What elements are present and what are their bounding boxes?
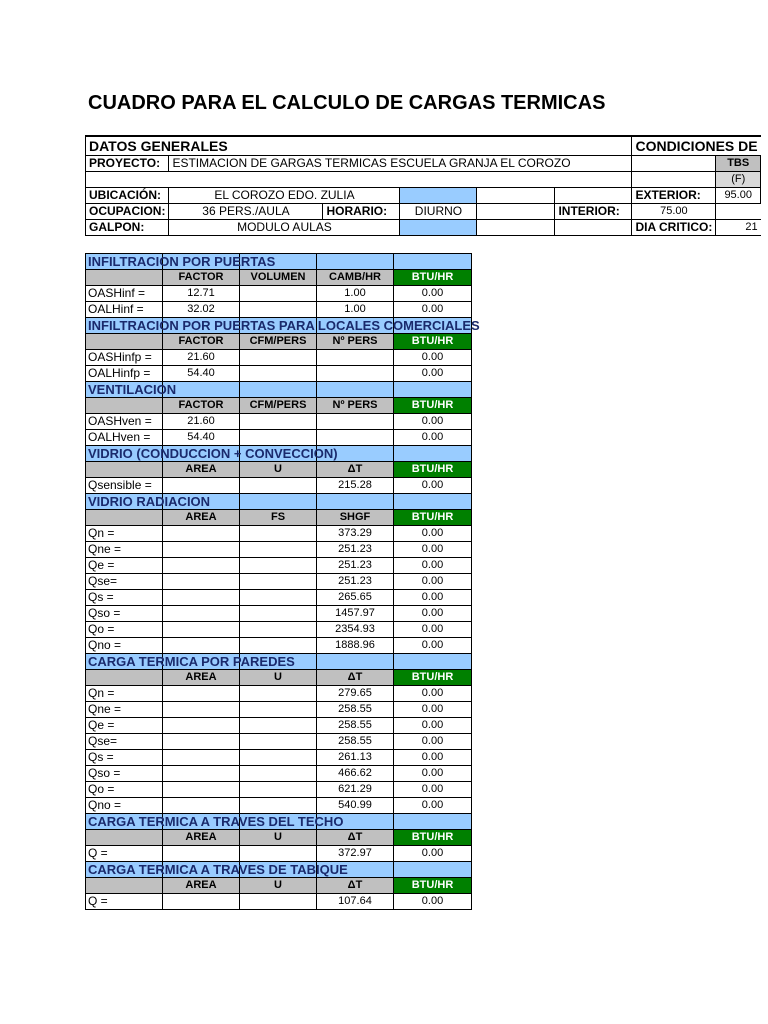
row-label: Qne =	[86, 702, 163, 718]
row-label: Qo =	[86, 622, 163, 638]
column-header	[86, 510, 163, 526]
row-label: Qn =	[86, 686, 163, 702]
cell-value[interactable]	[163, 606, 240, 622]
section-title-cell	[86, 654, 295, 670]
table-row	[86, 702, 472, 718]
column-header: BTU/HR	[394, 462, 472, 478]
ubicacion-value[interactable]: EL COROZO EDO. ZULIA	[169, 188, 400, 204]
cell-value[interactable]	[240, 846, 317, 862]
cell-value[interactable]	[240, 782, 317, 798]
table-row	[86, 286, 472, 302]
cell-value[interactable]: 215.28	[317, 478, 394, 494]
column-header: BTU/HR	[394, 334, 472, 350]
cell-value[interactable]: 21.60	[163, 350, 240, 366]
cell-value[interactable]	[240, 606, 317, 622]
column-header: FACTOR	[163, 334, 240, 350]
column-header: U	[240, 830, 317, 846]
table-row	[86, 430, 472, 446]
cell-value[interactable]	[163, 894, 240, 910]
cell-value[interactable]	[240, 478, 317, 494]
section-title-row	[86, 382, 472, 398]
column-header	[86, 878, 163, 894]
column-header: VOLUMEN	[240, 270, 317, 286]
column-header	[86, 670, 163, 686]
section-blank-cell	[317, 254, 394, 270]
cell-value[interactable]: 258.55	[317, 734, 394, 750]
cell-value[interactable]	[163, 638, 240, 654]
cell-value[interactable]: 0.00	[394, 286, 472, 302]
cell-value[interactable]	[163, 574, 240, 590]
cell-value[interactable]	[163, 526, 240, 542]
tbs-unit: (F)	[716, 172, 761, 188]
section-title: CARGA TERMICA POR PAREDES	[88, 654, 295, 669]
cell-value[interactable]: 0.00	[394, 718, 472, 734]
section-title: VIDRIO (CONDUCCION + CONVECCION)	[88, 446, 338, 461]
row-label: Qs =	[86, 590, 163, 606]
cell-value[interactable]	[163, 590, 240, 606]
cell-value[interactable]: 12.71	[163, 286, 240, 302]
section-title-cell	[86, 814, 344, 830]
section-blank-cell	[317, 494, 394, 510]
cell-value[interactable]: 0.00	[394, 702, 472, 718]
cell-value[interactable]: 0.00	[394, 782, 472, 798]
datos-generales-header: DATOS GENERALES	[86, 136, 632, 156]
galpon-blue-cell[interactable]	[400, 220, 477, 236]
cell-value[interactable]: 0.00	[394, 798, 472, 814]
cell-value[interactable]	[240, 414, 317, 430]
cell-value[interactable]: 0.00	[394, 430, 472, 446]
column-header-row	[86, 270, 472, 286]
cell-value[interactable]	[163, 542, 240, 558]
column-header: BTU/HR	[394, 670, 472, 686]
cell-value[interactable]	[163, 766, 240, 782]
row-label: OALHinfp =	[86, 366, 163, 382]
cell-value[interactable]	[240, 574, 317, 590]
cell-value[interactable]: 0.00	[394, 366, 472, 382]
calculation-table	[85, 253, 480, 910]
cell-value[interactable]	[240, 526, 317, 542]
section-title-cell	[86, 254, 276, 270]
cell-value[interactable]	[317, 350, 394, 366]
empty-cell[interactable]	[477, 188, 555, 204]
cell-value[interactable]	[163, 846, 240, 862]
cell-value[interactable]	[240, 622, 317, 638]
cell-value[interactable]	[240, 590, 317, 606]
cell-value[interactable]	[240, 366, 317, 382]
column-header: CFM/PERS	[240, 398, 317, 414]
section-blank-cell	[394, 446, 472, 462]
cell-value[interactable]: 0.00	[394, 350, 472, 366]
cell-value[interactable]: 0.00	[394, 302, 472, 318]
column-header-row	[86, 878, 472, 894]
table-row	[86, 478, 472, 494]
cell-value[interactable]: 373.29	[317, 526, 394, 542]
column-header: BTU/HR	[394, 270, 472, 286]
table-row	[86, 782, 472, 798]
proyecto-label: PROYECTO:	[86, 156, 169, 172]
section-title-cell	[86, 382, 177, 398]
cell-value[interactable]: 251.23	[317, 574, 394, 590]
column-header: BTU/HR	[394, 510, 472, 526]
horario-label: HORARIO:	[323, 204, 400, 220]
section-title-cell	[86, 318, 480, 334]
cell-value[interactable]	[240, 750, 317, 766]
cell-value[interactable]	[317, 430, 394, 446]
cell-value[interactable]: 1888.96	[317, 638, 394, 654]
empty-cell[interactable]	[555, 188, 632, 204]
section-title: INFILTRACION POR PUERTAS PARA LOCALES COMERCIALES	[88, 318, 480, 333]
cell-value[interactable]	[317, 366, 394, 382]
tbs-label: TBS	[716, 156, 761, 172]
cell-value[interactable]: 279.65	[317, 686, 394, 702]
cell-value[interactable]: 2354.93	[317, 622, 394, 638]
dia-critico-label: DIA CRITICO:	[632, 220, 716, 236]
cell-value[interactable]: 0.00	[394, 750, 472, 766]
table-row	[86, 590, 472, 606]
column-header: FACTOR	[163, 270, 240, 286]
row-label: Qse=	[86, 734, 163, 750]
cell-value[interactable]: 21.60	[163, 414, 240, 430]
table-row	[86, 638, 472, 654]
cell-value[interactable]: 0.00	[394, 606, 472, 622]
column-header: ΔT	[317, 462, 394, 478]
table-row	[86, 414, 472, 430]
empty-cell[interactable]	[555, 220, 632, 236]
cell-value[interactable]	[163, 750, 240, 766]
table-row	[86, 734, 472, 750]
row-label: Qo =	[86, 782, 163, 798]
table-row	[86, 894, 472, 910]
cell-value[interactable]	[163, 686, 240, 702]
column-header: AREA	[163, 510, 240, 526]
row-label: OALHven =	[86, 430, 163, 446]
table-row	[86, 558, 472, 574]
section-blank-cell	[394, 814, 472, 830]
column-header: AREA	[163, 830, 240, 846]
cell-value[interactable]: 0.00	[394, 734, 472, 750]
page-title: CUADRO PARA EL CALCULO DE CARGAS TERMICAS	[88, 92, 606, 114]
cell-value[interactable]: 258.55	[317, 702, 394, 718]
cell-value[interactable]	[240, 350, 317, 366]
cell-value[interactable]	[163, 798, 240, 814]
row-label: Qs =	[86, 750, 163, 766]
column-header: BTU/HR	[394, 398, 472, 414]
cell-value[interactable]: 0.00	[394, 414, 472, 430]
exterior-value[interactable]: 95.00	[716, 188, 761, 204]
row-label: Q =	[86, 846, 163, 862]
section-title-row	[86, 814, 472, 830]
row-label: OASHven =	[86, 414, 163, 430]
cell-value[interactable]: 251.23	[317, 542, 394, 558]
cell-value[interactable]	[163, 558, 240, 574]
cell-value[interactable]	[240, 718, 317, 734]
column-header-row	[86, 510, 472, 526]
cell-value[interactable]: 0.00	[394, 478, 472, 494]
condiciones-header: CONDICIONES DE	[632, 136, 761, 156]
empty-row[interactable]	[86, 172, 632, 188]
cell-value[interactable]: 32.02	[163, 302, 240, 318]
section-title: INFILTRACION POR PUERTAS	[88, 254, 276, 269]
cell-value[interactable]: 0.00	[394, 686, 472, 702]
column-header: ΔT	[317, 878, 394, 894]
row-label: Qe =	[86, 558, 163, 574]
table-row	[86, 574, 472, 590]
proyecto-value[interactable]: ESTIMACION DE GARGAS TERMICAS ESCUELA GRANJA EL COROZO	[169, 156, 632, 172]
cell-value[interactable]: 265.65	[317, 590, 394, 606]
table-row	[86, 606, 472, 622]
empty-cell[interactable]	[632, 172, 716, 188]
section-title: CARGA TERMICA A TRAVES DE TABIQUE	[88, 862, 348, 877]
cell-value[interactable]	[163, 718, 240, 734]
cell-value[interactable]: 0.00	[394, 846, 472, 862]
cell-value[interactable]: 466.62	[317, 766, 394, 782]
interior-label: INTERIOR:	[555, 204, 632, 220]
section-title-row	[86, 254, 472, 270]
section-blank-cell	[240, 494, 317, 510]
ubicacion-label: UBICACIÓN:	[86, 188, 169, 204]
column-header: U	[240, 878, 317, 894]
row-label: Qno =	[86, 798, 163, 814]
section-title: VENTILACION	[88, 382, 177, 397]
section-blank-cell	[317, 382, 394, 398]
section-blank-cell	[317, 654, 394, 670]
column-header: SHGF	[317, 510, 394, 526]
cell-value[interactable]	[163, 782, 240, 798]
column-header: FACTOR	[163, 398, 240, 414]
table-row	[86, 350, 472, 366]
column-header-row	[86, 670, 472, 686]
column-header: Nº PERS	[317, 398, 394, 414]
cell-value[interactable]: 54.40	[163, 430, 240, 446]
cell-value[interactable]: 540.99	[317, 798, 394, 814]
table-row	[86, 686, 472, 702]
column-header-row	[86, 398, 472, 414]
table-row	[86, 846, 472, 862]
table-row	[86, 718, 472, 734]
cell-value[interactable]	[240, 286, 317, 302]
column-header: CAMB/HR	[317, 270, 394, 286]
column-header: AREA	[163, 878, 240, 894]
ocupacion-value[interactable]: 36 PERS./AULA	[169, 204, 323, 220]
section-title-cell	[86, 862, 348, 878]
row-label: Qso =	[86, 766, 163, 782]
table-row	[86, 542, 472, 558]
cell-value[interactable]	[240, 430, 317, 446]
cell-value[interactable]: 0.00	[394, 766, 472, 782]
column-header	[86, 334, 163, 350]
cell-value[interactable]	[317, 414, 394, 430]
section-title: CARGA TERMICA A TRAVES DEL TECHO	[88, 814, 344, 829]
cell-value[interactable]	[240, 638, 317, 654]
table-row	[86, 766, 472, 782]
cell-value[interactable]: 107.64	[317, 894, 394, 910]
cell-value[interactable]	[240, 734, 317, 750]
row-label: OALHinf =	[86, 302, 163, 318]
section-title: VIDRIO RADIACION	[88, 494, 211, 509]
cell-value[interactable]: 0.00	[394, 526, 472, 542]
cell-value[interactable]	[163, 622, 240, 638]
ubicacion-blue-cell[interactable]	[400, 188, 477, 204]
column-header: ΔT	[317, 670, 394, 686]
column-header	[86, 270, 163, 286]
table-row	[86, 302, 472, 318]
cell-value[interactable]: 1.00	[317, 302, 394, 318]
ocupacion-label: OCUPACION:	[86, 204, 169, 220]
table-row	[86, 622, 472, 638]
general-data-table	[85, 135, 761, 236]
cell-value[interactable]: 0.00	[394, 590, 472, 606]
column-header: U	[240, 462, 317, 478]
row-label: Qn =	[86, 526, 163, 542]
empty-cell[interactable]	[632, 156, 716, 172]
thermal-load-calculation	[85, 253, 480, 910]
cell-value[interactable]: 54.40	[163, 366, 240, 382]
table-row	[86, 366, 472, 382]
cell-value[interactable]	[240, 302, 317, 318]
section-title-row	[86, 446, 472, 462]
cell-value[interactable]: 258.55	[317, 718, 394, 734]
row-label: Qsensible =	[86, 478, 163, 494]
column-header-row	[86, 334, 472, 350]
row-label: Qe =	[86, 718, 163, 734]
column-header: U	[240, 670, 317, 686]
section-blank-cell	[394, 862, 472, 878]
cell-value[interactable]	[240, 702, 317, 718]
column-header: BTU/HR	[394, 830, 472, 846]
table-row	[86, 750, 472, 766]
cell-value[interactable]: 1.00	[317, 286, 394, 302]
section-blank-cell	[240, 382, 317, 398]
cell-value[interactable]	[163, 734, 240, 750]
column-header	[86, 830, 163, 846]
column-header-row	[86, 462, 472, 478]
cell-value[interactable]: 0.00	[394, 894, 472, 910]
cell-value[interactable]: 0.00	[394, 558, 472, 574]
column-header	[86, 398, 163, 414]
empty-cell[interactable]	[477, 204, 555, 220]
cell-value[interactable]	[240, 686, 317, 702]
row-label: Qse=	[86, 574, 163, 590]
section-title-cell	[86, 446, 338, 462]
column-header: BTU/HR	[394, 878, 472, 894]
section-title-row	[86, 494, 472, 510]
dia-critico-value[interactable]: 21	[716, 220, 761, 236]
cell-value[interactable]: 261.13	[317, 750, 394, 766]
cell-value[interactable]	[163, 702, 240, 718]
section-blank-cell	[394, 254, 472, 270]
column-header: AREA	[163, 670, 240, 686]
table-row	[86, 798, 472, 814]
interior-value[interactable]: 75.00	[632, 204, 716, 220]
cell-value[interactable]	[163, 478, 240, 494]
column-header: FS	[240, 510, 317, 526]
column-header: CFM/PERS	[240, 334, 317, 350]
section-blank-cell	[394, 654, 472, 670]
column-header: AREA	[163, 462, 240, 478]
cell-value[interactable]: 621.29	[317, 782, 394, 798]
cell-value[interactable]	[240, 558, 317, 574]
cell-value[interactable]: 251.23	[317, 558, 394, 574]
row-label: Q =	[86, 894, 163, 910]
cell-value[interactable]: 0.00	[394, 574, 472, 590]
column-header: ΔT	[317, 830, 394, 846]
column-header: Nº PERS	[317, 334, 394, 350]
cell-value[interactable]: 372.97	[317, 846, 394, 862]
cell-value[interactable]: 1457.97	[317, 606, 394, 622]
cell-value[interactable]	[240, 766, 317, 782]
cell-value[interactable]	[240, 542, 317, 558]
galpon-value[interactable]: MODULO AULAS	[169, 220, 400, 236]
row-label: Qne =	[86, 542, 163, 558]
row-label: OASHinfp =	[86, 350, 163, 366]
section-blank-cell	[394, 382, 472, 398]
cell-value[interactable]: 0.00	[394, 542, 472, 558]
galpon-label: GALPON:	[86, 220, 169, 236]
cell-value[interactable]: 0.00	[394, 622, 472, 638]
row-label: Qso =	[86, 606, 163, 622]
horario-value[interactable]: DIURNO	[400, 204, 477, 220]
section-title-row	[86, 654, 472, 670]
column-header-row	[86, 830, 472, 846]
table-row	[86, 526, 472, 542]
section-title-row	[86, 862, 472, 878]
cell-value[interactable]	[240, 894, 317, 910]
exterior-label: EXTERIOR:	[632, 188, 716, 204]
section-title-cell	[86, 494, 211, 510]
section-blank-cell	[394, 494, 472, 510]
cell-value[interactable]	[240, 798, 317, 814]
cell-value[interactable]: 0.00	[394, 638, 472, 654]
row-label: Qno =	[86, 638, 163, 654]
column-header	[86, 462, 163, 478]
empty-cell[interactable]	[477, 220, 555, 236]
section-title-row	[86, 318, 472, 334]
row-label: OASHinf =	[86, 286, 163, 302]
